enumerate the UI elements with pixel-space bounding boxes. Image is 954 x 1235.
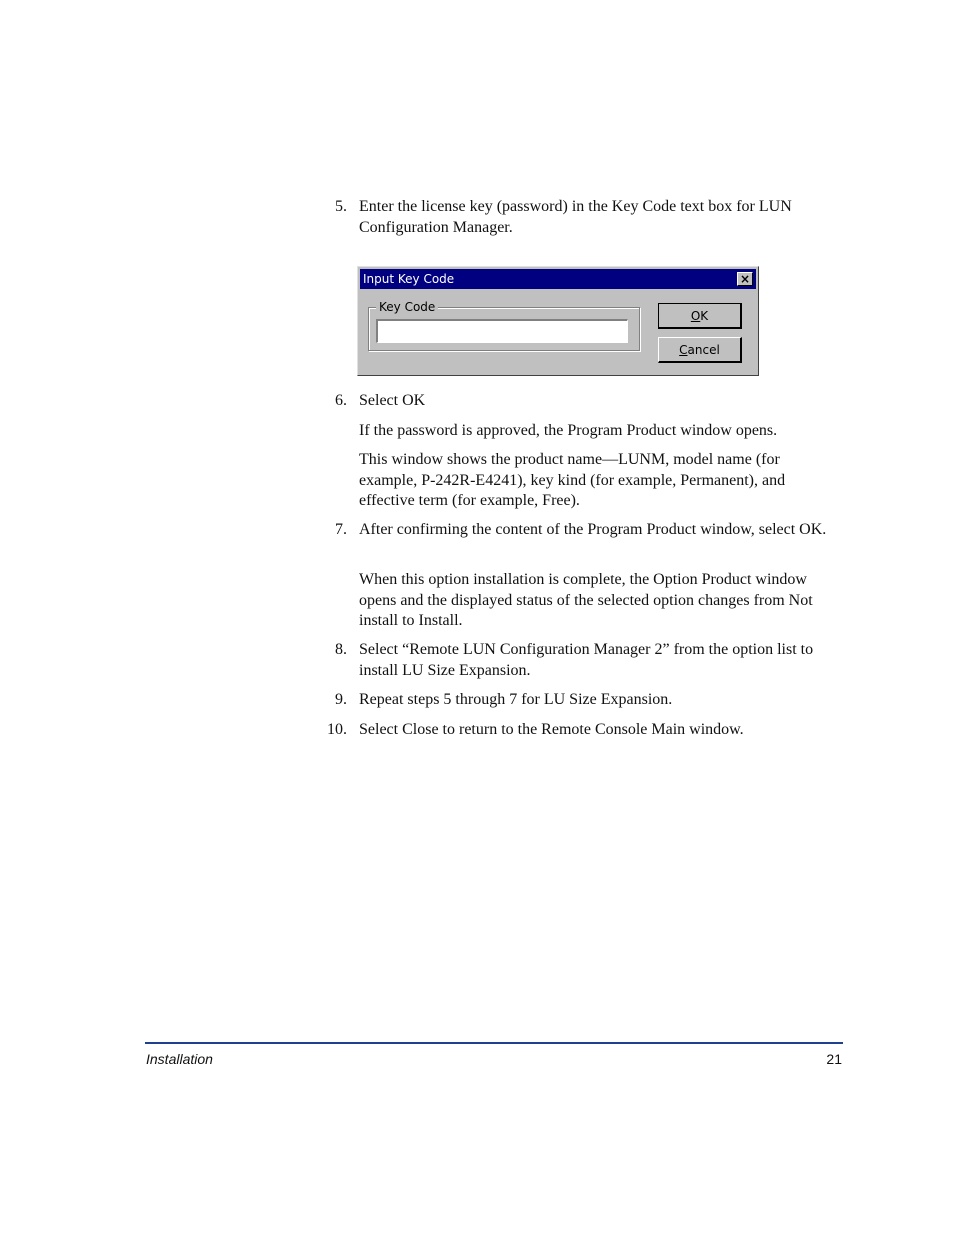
footer-section-title: Installation	[146, 1051, 213, 1067]
step-number: 10.	[327, 721, 347, 738]
step-number: 6.	[335, 392, 347, 409]
page-number: 21	[826, 1051, 842, 1067]
step-number: 8.	[335, 641, 347, 658]
step-text: Repeat steps 5 through 7 for LU Size Expansion.	[359, 691, 673, 708]
step-text: Enter the license key (password) in the Key Code text box for LUN Configuration Manager.	[359, 198, 792, 236]
step-text: After confirming the content of the Program Product window, select OK.	[359, 521, 827, 538]
step-6-detail: This window shows the product name—LUNM, model name (for example, P-242R-E4241), key kind (for example, Permanent), and effective term (for example, Free).	[359, 451, 786, 509]
step-text: Select OK	[359, 392, 426, 409]
step-text: Select Close to return to the Remote Console Main window.	[359, 721, 744, 738]
ok-button[interactable]	[658, 303, 742, 329]
cancel-button[interactable]	[658, 337, 742, 363]
dialog-title: Input Key Code	[363, 272, 455, 286]
input-key-code-dialog	[357, 266, 759, 376]
cancel-label-rest: ancel	[687, 342, 720, 357]
key-code-label: Key Code	[376, 300, 438, 314]
close-icon[interactable]: ×	[737, 272, 753, 286]
cancel-accelerator: C	[679, 342, 688, 357]
step-number: 9.	[335, 691, 347, 708]
key-code-input[interactable]	[376, 319, 628, 343]
footer-divider	[145, 1042, 843, 1044]
step-number: 5.	[335, 198, 347, 215]
ok-accelerator: O	[690, 308, 701, 323]
step-text: Select “Remote LUN Configuration Manager 2” from the option list to install LU Size Expansion.	[359, 641, 814, 679]
step-6-note: If the password is approved, the Program Product window opens.	[359, 422, 778, 439]
step-number: 7.	[335, 521, 347, 538]
ok-label-rest: K	[700, 308, 709, 323]
dialog-titlebar	[360, 269, 756, 289]
step-7-note: When this option installation is complete, the Option Product window opens and the displayed status of the selected option changes from Not install to Install.	[359, 571, 813, 629]
